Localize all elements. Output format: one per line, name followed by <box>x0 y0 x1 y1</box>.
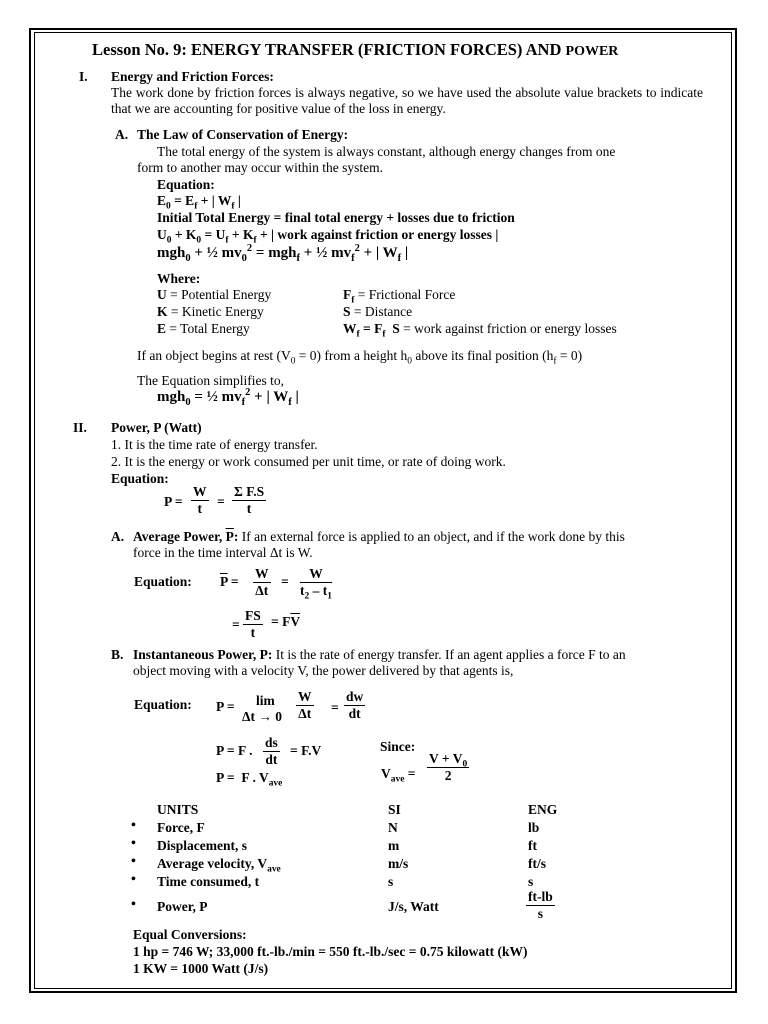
fraction-w-over-t2-t1: $\frac{W}{t_2 - t_1}$ <box>300 566 332 602</box>
v-ave-equals: $V_{ave}$ = <box>381 766 416 785</box>
equation-1: $E_0 = E_f$ + | $W_f$ | <box>157 193 241 212</box>
equals-fv: = F.V <box>290 743 322 758</box>
sub-2b-line2: object moving with a velocity V, the power delivered by that agents is, <box>133 663 514 678</box>
fraction-fs-over-t: $\frac{FS}{t}$ <box>245 608 261 640</box>
unit-name: Power, P <box>157 899 208 914</box>
conversion-line-1: 1 hp = 746 W; 33,000 ft.-lb./min = 550 ft.-lb./sec = 0.75 kilowatt (kW) <box>133 944 528 959</box>
section-1-paragraph: The work done by friction forces is always negative, so we have used the absolute value brackets to indicate that we are accounting for positive value of the loss in energy. <box>111 85 703 116</box>
equals-sign: = <box>217 494 225 509</box>
unit-name: Force, F <box>157 820 205 835</box>
unit-name: Average velocity, $V_{ave}$ <box>157 856 281 875</box>
section-1-heading: Energy and Friction Forces: <box>111 69 274 84</box>
power-eq-p: P = <box>164 494 183 509</box>
p-equals-f: P = F . <box>216 743 253 758</box>
def-wf: $W_f = F_f$ S = work against friction or energy losses <box>343 321 617 340</box>
unit-name: Displacement, s <box>157 838 247 853</box>
units-header: UNITS <box>157 802 199 817</box>
avg-power-equation-label: Equation: <box>134 574 192 589</box>
unit-eng: s <box>528 874 534 889</box>
unit-si: N <box>388 820 398 835</box>
unit-si: m/s <box>388 856 409 871</box>
section-1-number: I. <box>79 69 88 84</box>
bullet-icon: • <box>131 818 136 833</box>
equals-sign-2: = <box>281 574 289 589</box>
sub-a-heading: The Law of Conservation of Energy: <box>137 127 349 142</box>
section-2-heading: Power, P (Watt) <box>111 420 202 435</box>
fraction-w-over-t: $\frac{W}{t}$ <box>193 484 207 516</box>
def-s: S = Distance <box>343 304 413 319</box>
fraction-v-plus-v0-over-2: $\frac{V + V_0}{2}$ <box>429 751 468 783</box>
page-title: Lesson No. 9: ENERGY TRANSFER (FRICTION FORCES) AND POWER <box>92 40 619 59</box>
where-label: Where: <box>157 271 201 286</box>
unit-si: J/s, Watt <box>388 899 439 914</box>
unit-eng-fraction: $\frac{ft-lb}{s}$ <box>528 889 553 921</box>
fraction-w-over-dt: $\frac{W}{\Delta t}$ <box>255 566 269 598</box>
def-e: E = Total Energy <box>157 321 250 336</box>
unit-name: Time consumed, t <box>157 874 260 889</box>
conversions-label: Equal Conversions: <box>133 927 247 942</box>
equation-2: Initial Total Energy = final total energy + losses due to friction <box>157 210 515 225</box>
power-equation-label: Equation: <box>111 471 169 486</box>
equation-label: Equation: <box>157 177 215 192</box>
fraction-ds-over-dt: $\frac{ds}{dt}$ <box>265 735 278 767</box>
equals-sign-3: = <box>232 617 240 632</box>
unit-eng: ft/s <box>528 856 546 871</box>
bullet-icon: • <box>131 854 136 869</box>
equation-3: $U_0 + K_0 = U_f + K_f$ + | work against friction or energy losses | <box>157 227 499 246</box>
lim-text: lim <box>256 693 275 708</box>
fraction-dw-over-dt: $\frac{dw}{dt}$ <box>346 689 364 721</box>
unit-eng: ft <box>528 838 537 853</box>
eng-header: ENG <box>528 802 558 817</box>
unit-si: s <box>388 874 394 889</box>
sub-2a-text: Average Power, $\overline{P}$: If an external force is applied to an object, and if the work done by this <box>133 529 625 544</box>
def-ff: $F_f$ = Frictional Force <box>343 287 456 306</box>
si-header: SI <box>388 802 401 817</box>
def-k: K = Kinetic Energy <box>157 304 264 319</box>
power-fv: = $F\overline{V}$ <box>271 614 301 629</box>
lim-subscript: Δt → 0 <box>242 709 282 724</box>
rest-condition: If an object begins at rest $(V_0 = 0)$ from a height $h_0$ above its final position $(h_f = 0)$ <box>137 348 583 367</box>
avg-power-p: $\overline{P}$ = <box>220 574 239 589</box>
p-equals-f-vave: P = F . $V_{ave}$ <box>216 770 283 789</box>
inst-power-p: P = <box>216 699 235 714</box>
unit-si: m <box>388 838 400 853</box>
section-2-number: II. <box>73 420 87 435</box>
def-u: U = Potential Energy <box>157 287 272 302</box>
fraction-w-over-dt-2: $\frac{W}{\Delta t}$ <box>298 689 312 721</box>
sub-2a-line2: force in the time interval Δt is W. <box>133 545 313 560</box>
since-label: Since: <box>380 739 416 754</box>
power-def-2: 2. It is the energy or work consumed per unit time, or rate of doing work. <box>111 454 506 469</box>
simplified-equation: mgh$_0$ = ½ $mv_f^2$ + | $W_f$ | <box>157 387 299 408</box>
power-def-1: 1. It is the time rate of energy transfer. <box>111 437 318 452</box>
page-border-inner <box>34 32 732 989</box>
bullet-icon: • <box>131 836 136 851</box>
sub-a-para-line1: The total energy of the system is always constant, although energy changes from one <box>157 144 616 159</box>
sub-2b-label: B. <box>111 647 124 662</box>
sub-a-label: A. <box>115 127 129 142</box>
sub-2a-label: A. <box>111 529 125 544</box>
simplifies-text: The Equation simplifies to, <box>137 373 284 388</box>
equation-4: mgh$_0$ + ½ $mv_0^2 = mgh_f$ + ½ $mv_f^2$ + | $W_f$ | <box>157 243 409 264</box>
bullet-icon: • <box>131 872 136 887</box>
unit-eng: lb <box>528 820 540 835</box>
inst-power-equation-label: Equation: <box>134 697 192 712</box>
equals-sign-4: = <box>331 700 339 715</box>
bullet-icon: • <box>131 897 136 912</box>
fraction-sum-fs-over-t: $\frac{\text{Σ F.S}}{t}$ <box>234 484 265 516</box>
conversion-line-2: 1 KW = 1000 Watt (J/s) <box>133 961 269 976</box>
sub-a-para-line2: form to another may occur within the system. <box>137 160 383 175</box>
sub-2b-text: Instantaneous Power, P: It is the rate of energy transfer. If an agent applies a force F to an <box>133 647 626 662</box>
